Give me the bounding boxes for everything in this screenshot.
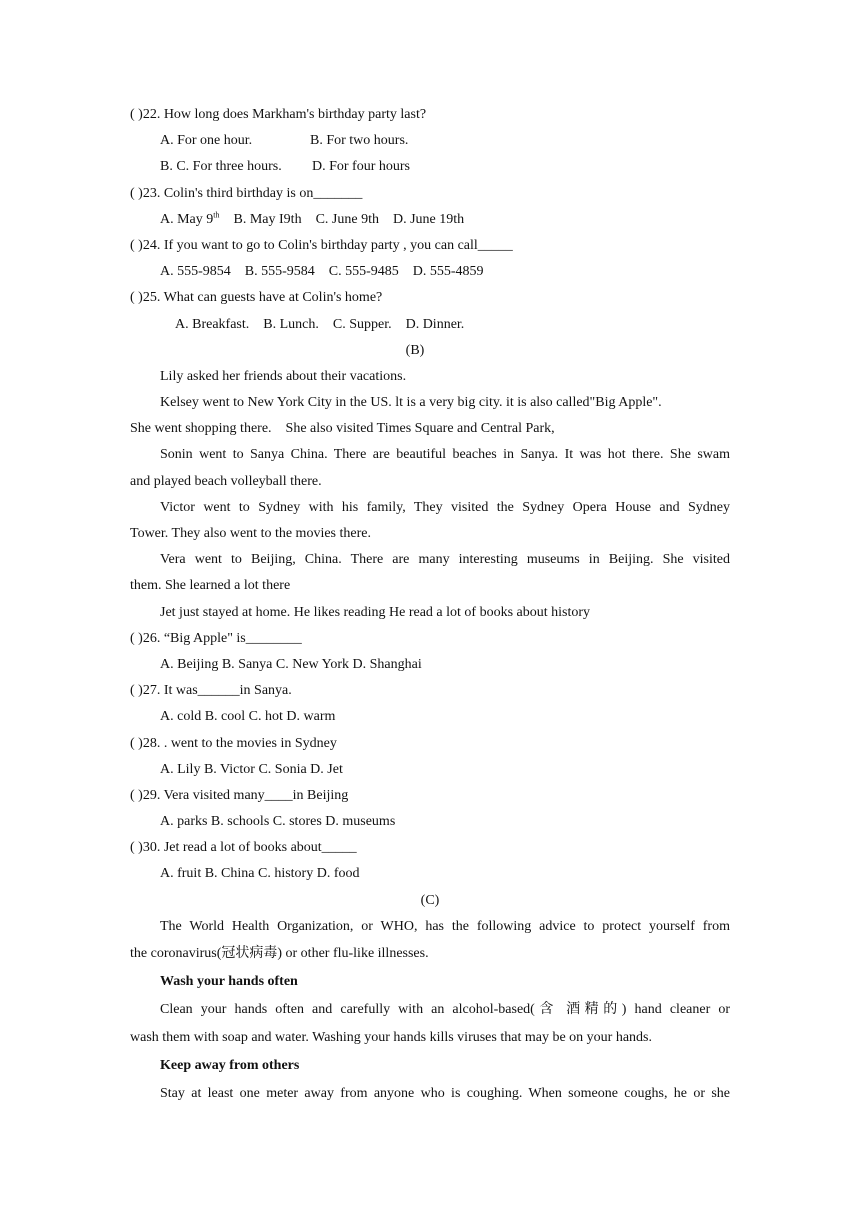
question-23: ( )23. Colin's third birthday is on_______ <box>130 185 363 201</box>
question-22-options-row2 <box>130 154 730 180</box>
ordinal-suffix: th <box>213 210 220 220</box>
paragraph-line: Tower. They also went to the movies there. <box>130 526 371 541</box>
paragraph-line: Kelsey went to New York City in the US. lt is a very big city. it is also called"Big Apple". <box>160 395 662 411</box>
option-a: A. For one hour. <box>160 133 253 149</box>
paragraph-line: Victor went to Sydney with his family, They visited the Sydney Opera House and Sydney <box>160 499 730 515</box>
subheading: Wash your hands often <box>160 974 298 989</box>
option-b: B. For two hours. <box>310 133 409 149</box>
paragraph-line: Clean your hands often and carefully with an alcohol-based(含 酒精的) hand cleaner or <box>160 1002 730 1017</box>
question-25-options: A. Breakfast. B. Lunch. C. Supper. D. Dinner. <box>175 316 465 332</box>
question-24-options: A. 555-9854 B. 555-9584 C. 555-9485 D. 555-4859 <box>160 264 484 280</box>
question-28: ( )28. . went to the movies in Sydney <box>130 735 337 751</box>
question-29-options: A. parks B. schools C. stores D. museums <box>160 814 396 830</box>
section-c-heading: (C) <box>420 892 440 908</box>
option-c: B. C. For three hours. <box>160 159 282 175</box>
question-30-options: A. fruit B. China C. history D. food <box>160 866 360 882</box>
question-26: ( )26. “Big Apple" is________ <box>130 630 302 646</box>
option-a: A. May 9 <box>160 211 214 227</box>
paragraph-line: She went shopping there. She also visited Times Square and Central Park, <box>130 421 555 437</box>
paragraph: Lily asked her friends about their vacations. <box>160 368 407 384</box>
paragraph-line: The World Health Organization, or WHO, has the following advice to protect yourself from <box>160 918 730 934</box>
document-page <box>130 102 730 1108</box>
question-28-options: A. Lily B. Victor C. Sonia D. Jet <box>160 761 343 777</box>
paragraph-line: Vera went to Beijing, China. There are many interesting museums in Beijing. She visited <box>160 552 730 568</box>
question-25: ( )25. What can guests have at Colin's home? <box>130 290 383 306</box>
paragraph-line: them. She learned a lot there <box>130 578 291 594</box>
paragraph-line: Sonin went to Sanya China. There are beautiful beaches in Sanya. It was hot there. She swam <box>160 447 730 463</box>
question-22: ( )22. How long does Markham's birthday party last? <box>130 107 427 122</box>
paragraph-line: wash them with soap and water. Washing your hands kills viruses that may be on your hands. <box>130 1030 652 1045</box>
paragraph: Jet just stayed at home. He likes reading He read a lot of books about history <box>160 604 591 620</box>
question-23-options <box>130 207 730 233</box>
paragraph-line: and played beach volleyball there. <box>130 473 322 489</box>
question-27: ( )27. It was______in Sanya. <box>130 683 292 699</box>
question-22-options-row1 <box>130 128 730 154</box>
question-26-options: A. Beijing B. Sanya C. New York D. Shanghai <box>160 656 422 672</box>
subheading: Keep away from others <box>160 1058 300 1073</box>
option-d: D. For four hours <box>312 159 410 175</box>
question-30: ( )30. Jet read a lot of books about_____ <box>130 840 357 856</box>
question-29: ( )29. Vera visited many____in Beijing <box>130 787 349 803</box>
paragraph-line: Stay at least one meter away from anyone who is coughing. When someone coughs, he or she <box>160 1086 730 1101</box>
section-b-heading: (B) <box>405 342 425 358</box>
paragraph-line: the coronavirus(冠状病毒) or other flu-like illnesses. <box>130 946 429 961</box>
question-24: ( )24. If you want to go to Colin's birthday party , you can call_____ <box>130 237 513 253</box>
options-rest: B. May I9th C. June 9th D. June 19th <box>219 211 465 227</box>
question-27-options: A. cold B. cool C. hot D. warm <box>160 709 336 725</box>
